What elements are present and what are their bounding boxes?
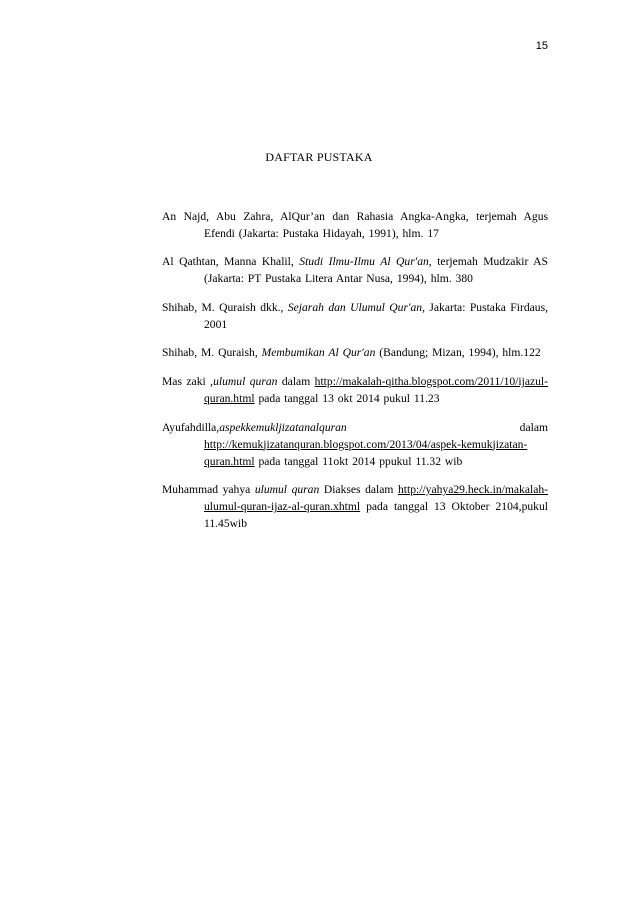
- reference-author: Mas zaki ,: [162, 374, 214, 388]
- reference-title: ulumul quran: [213, 374, 278, 388]
- reference-item: [162, 344, 548, 361]
- reference-access-date: pada tanggal 11okt 2014 ppukul 11.32 wib: [254, 454, 463, 468]
- reference-title: Studi Ilmu-Ilmu Al Qur'an,: [299, 255, 432, 269]
- reference-connector: dalam: [346, 420, 548, 434]
- reference-link[interactable]: http://makalah-qitha.blogspot.com/2011/10/ijazul-quran.html: [204, 374, 548, 405]
- reference-author: Al Qathtan, Manna Khalil,: [162, 255, 300, 269]
- reference-link[interactable]: http://yahya29.heck.in/makalah-ulumul-quran-ijaz-al-quran.xhtml: [204, 483, 548, 514]
- reference-title: Sejarah dan Ulumul Qur'an: [287, 300, 423, 314]
- reference-item: [162, 208, 548, 242]
- reference-text: An Najd, Abu Zahra, AlQur’an dan Rahasia Angka-Angka, terjemah Agus Efendi (Jakarta: Pustaka Hidayah, 1991), hlm. 17: [162, 209, 548, 240]
- reference-title: Membumikan Al Qur'an: [261, 346, 376, 360]
- reference-list: [162, 196, 548, 539]
- reference-connector: dalam: [277, 374, 315, 388]
- page-number: 15: [535, 40, 548, 52]
- reference-link[interactable]: http://kemukjizatanquran.blogspot.com/2013/04/aspek-kemukjizatan-quran.html: [204, 437, 528, 468]
- page-title: DAFTAR PUSTAKA: [265, 150, 373, 164]
- reference-item: [162, 299, 548, 333]
- reference-publication: (Bandung; Mizan, 1994), hlm.122: [375, 346, 541, 360]
- reference-author: Ayufahdilla,: [162, 420, 220, 434]
- reference-author: Muhammad yahya: [162, 483, 255, 497]
- reference-item: [162, 481, 548, 532]
- reference-access-date: pada tanggal 13 Oktober 2104,pukul 11.45wib: [204, 500, 548, 531]
- reference-item: [162, 373, 548, 407]
- reference-item: [162, 419, 548, 470]
- reference-title: aspekkemukljizatanalquran: [219, 420, 347, 434]
- reference-author: Shihab, M. Quraish,: [162, 346, 262, 360]
- reference-publication: terjemah Mudzakir AS (Jakarta: PT Pustaka Litera Antar Nusa, 1994), hlm. 380: [204, 255, 549, 286]
- reference-publication: , Jakarta: Pustaka Firdaus, 2001: [204, 300, 548, 331]
- reference-item: [162, 253, 548, 287]
- reference-author: Shihab, M. Quraish dkk.,: [162, 300, 288, 314]
- reference-connector: Diakses dalam: [319, 483, 398, 497]
- reference-access-date: pada tanggal 13 okt 2014 pukul 11.23: [254, 391, 440, 405]
- reference-title: ulumul quran: [254, 483, 320, 497]
